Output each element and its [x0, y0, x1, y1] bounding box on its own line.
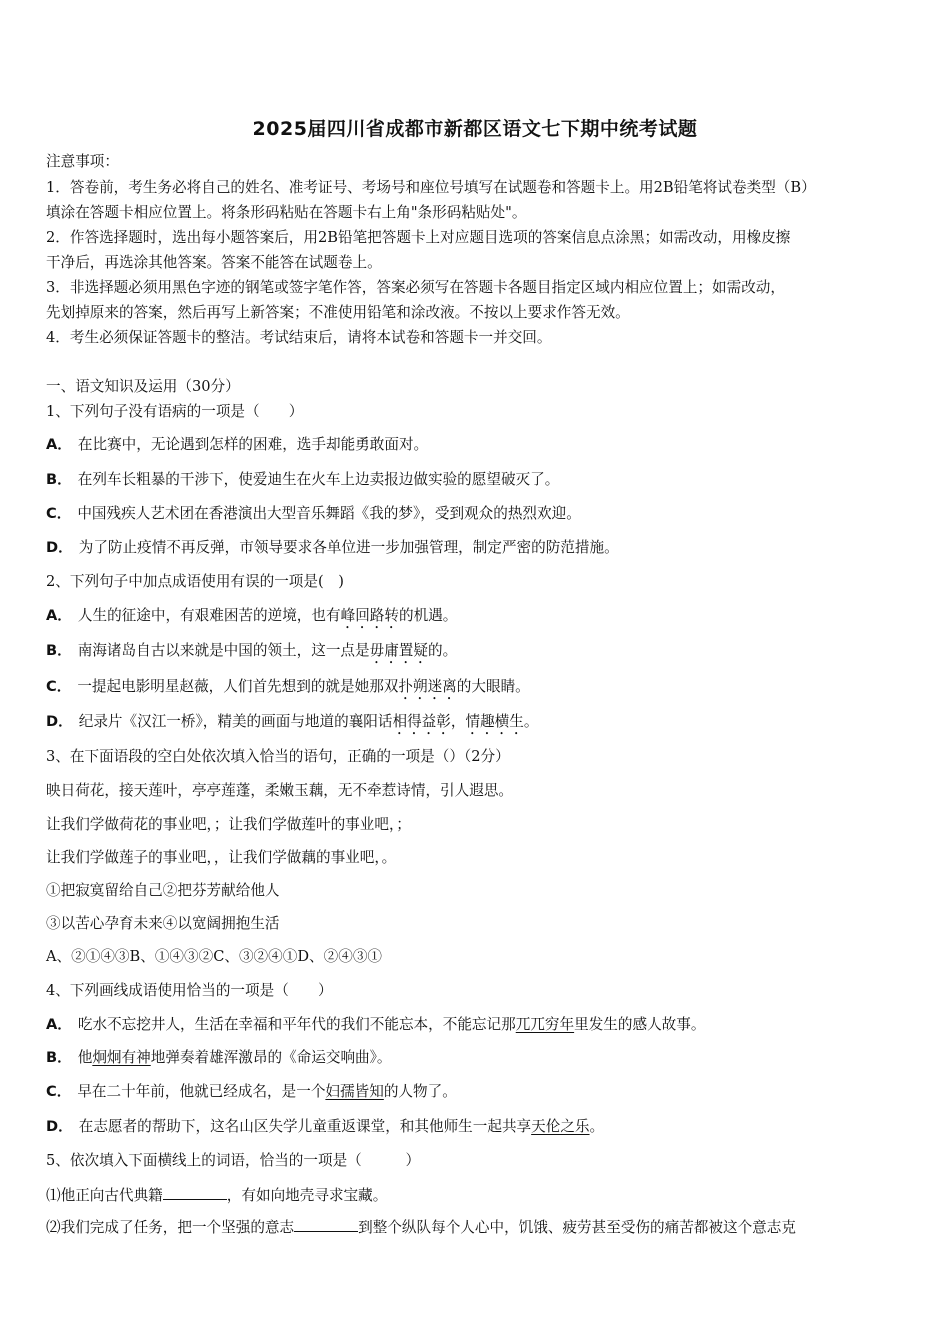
dotted-idiom: 情趣横生 [465, 713, 524, 730]
dotted-idiom: 扑朔迷离 [398, 678, 457, 695]
q4-option-b: B． 他炯炯有神地弹奏着雄浑激昂的《命运交响曲》。 [46, 1049, 392, 1066]
fill-blank [163, 1185, 227, 1200]
q4-option-d: D． 在志愿者的帮助下，这名山区失学儿童重返课堂，和其他师生一起共享天伦之乐。 [46, 1118, 605, 1135]
question-4-stem: 4、下列画线成语使用恰当的一项是（ ） [46, 982, 333, 999]
option-label: D． [46, 1118, 73, 1135]
q5-item-2: ⑵我们完成了任务，把一个坚强的意志 到整个纵队每个人心中，饥饿、疲劳甚至受伤的痛苦都被这个意志克 [46, 1219, 796, 1236]
notice-line: 3．非选择题必须用黑色字迹的钢笔或签字笔作答，答案必须写在答题卡各题目指定区域内相应位置上；如需改动， [46, 279, 785, 296]
notice-line: 干净后，再选涂其他答案。答案不能答在试题卷上。 [46, 254, 382, 271]
underlined-idiom: 妇孺皆知 [325, 1083, 384, 1100]
option-text: 在比赛中，无论遇到怎样的困难，选手却能勇敢面对。 [77, 436, 429, 453]
option-label: D． [46, 713, 73, 730]
underlined-idiom: 天伦之乐 [531, 1118, 590, 1135]
q3-passage-line: 映日荷花，接天莲叶，亭亭莲蓬，柔嫩玉藕，无不牵惹诗情，引人遐思。 [46, 782, 514, 799]
option-label: C． [46, 1083, 72, 1100]
notice-line: 先划掉原来的答案，然后再写上新答案；不准使用铅笔和涂改液。不按以上要求作答无效。 [46, 304, 630, 321]
page-title: 2025届四川省成都市新都区语文七下期中统考试题 [252, 118, 698, 140]
option-label: A． [46, 607, 72, 624]
q3-answer-options: A、②①④③B、①④③②C、③②④①D、②④③① [46, 948, 383, 965]
q3-passage-line: 让我们学做莲子的事业吧，，让我们学做藕的事业吧，。 [46, 849, 397, 866]
q2-option-d: D． 纪录片《汉江一桥》，精美的画面与地道的襄阳话相得益彰，情趣横生。 [46, 713, 539, 730]
q4-option-c: C． 早在二十年前，他就已经成名，是一个妇孺皆知的人物了。 [46, 1083, 457, 1100]
q5-item-1: ⑴他正向古代典籍 ，有如向地壳寻求宝藏。 [46, 1187, 388, 1204]
notice-line: 2．作答选择题时，选出每小题答案后，用2B铅笔把答题卡上对应题目选项的答案信息点涂黑；如需改动，用橡皮擦 [46, 229, 791, 246]
option-label: D． [46, 539, 73, 556]
notice-heading: 注意事项： [46, 153, 119, 170]
q2-option-a: A． 人生的征途中，有艰难困苦的逆境，也有峰回路转的机遇。 [46, 607, 458, 624]
notice-line: 填涂在答题卡相应位置上。将条形码粘贴在答题卡右上角"条形码粘贴处"。 [46, 204, 527, 221]
q3-choice-line: ①把寂寞留给自己②把芬芳献给他人 [46, 882, 280, 899]
option-label: C． [46, 678, 72, 695]
q2-option-c: C． 一提起电影明星赵薇，人们首先想到的就是她那双扑朔迷离的大眼睛。 [46, 678, 530, 695]
underlined-idiom: 兀兀穷年 [515, 1016, 575, 1033]
notice-line: 4．考生必须保证答题卡的整洁。考试结束后，请将本试卷和答题卡一并交回。 [46, 329, 552, 346]
q4-option-a: A． 吃水不忘挖井人，生活在幸福和平年代的我们不能忘本，不能忘记那兀兀穷年里发生的感人故事。 [46, 1016, 706, 1033]
dotted-idiom: 峰回路转 [340, 607, 399, 624]
dotted-idiom: 毋庸置疑 [369, 642, 428, 659]
q3-choice-line: ③以苦心孕育未来④以宽阔拥抱生活 [46, 915, 280, 932]
q1-option-b [46, 470, 916, 490]
q1-option-a [46, 435, 916, 455]
q1-option-d [46, 538, 916, 558]
option-label: C． [46, 505, 72, 522]
question-2-stem: 2、下列句子中加点成语使用有误的一项是( ) [46, 573, 344, 590]
notice-line: 1．答卷前，考生务必将自己的姓名、准考证号、考场号和座位号填写在试题卷和答题卡上。用2B铅笔将试卷类型（B） [46, 179, 816, 196]
q2-option-b: B． 南海诸岛自古以来就是中国的领土，这一点是毋庸置疑的。 [46, 642, 458, 659]
section-heading: 一、语文知识及运用（30分） [46, 378, 240, 395]
question-5-stem: 5、依次填入下面横线上的词语，恰当的一项是（ ） [46, 1152, 421, 1169]
dotted-idiom: 相得益彰 [392, 713, 451, 730]
option-text: 为了防止疫情不再反弹，市领导要求各单位进一步加强管理，制定严密的防范措施。 [78, 539, 619, 556]
q3-passage-line: 让我们学做荷花的事业吧，；让我们学做莲叶的事业吧，； [46, 816, 411, 833]
option-label: B． [46, 642, 72, 659]
question-1-stem: 1、下列句子没有语病的一项是（ ） [46, 403, 304, 420]
option-label: A． [46, 436, 72, 453]
q1-option-c [46, 504, 916, 524]
question-3-stem: 3、在下面语段的空白处依次填入恰当的语句，正确的一项是（）（2分） [46, 748, 510, 765]
underlined-idiom: 炯炯有神 [92, 1049, 151, 1066]
option-text: 中国残疾人艺术团在香港演出大型音乐舞蹈《我的梦》，受到观众的热烈欢迎。 [77, 505, 581, 522]
option-label: B． [46, 1049, 72, 1066]
option-label: B． [46, 471, 72, 488]
option-text: 在列车长粗暴的干涉下，使爱迪生在火车上边卖报边做实验的愿望破灭了。 [77, 471, 560, 488]
fill-blank [294, 1217, 358, 1232]
option-label: A． [46, 1016, 72, 1033]
